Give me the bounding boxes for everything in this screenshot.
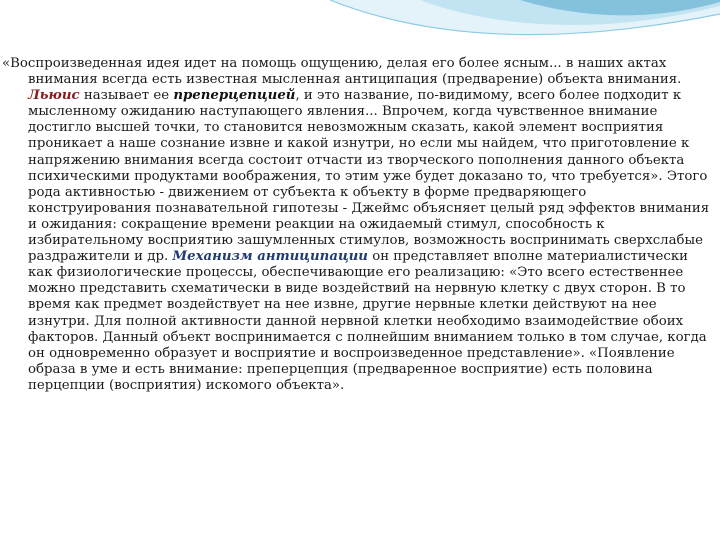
mechanism-term: Механизм антиципации (172, 249, 368, 265)
text-segment: называет ее (79, 88, 174, 104)
text-segment: «Воспроизведенная идея идет на помощь ощущению, делая его более ясным... в наших актах внимания всегда есть известная мысленная антиципация (предварение) объекта внимания. (2, 56, 682, 88)
preperception-term: преперцепцией (173, 88, 296, 104)
text-segment: , и это название, по-видимому, всего более подходит к мысленному ожиданию наступающего явления... Впрочем, когда чувственное внимание достигло высшей точки, то становится невозможным сказать, какой элемент восприятия проникает а наше сознание извне и какой изнутри, но если мы найдем, что приготовление к напряжению внимания всегда состоит отчасти из творческого пополнения данного объекта психическими продуктами воображения, то этим уже будет доказано то, что требуется». Этого рода активностью - движением от субъекта к объекту в форме предваряющего конструирования познавательной гипотезы - Джеймс объясняет целый ряд эффектов внимания и ожидания: сокращение времени реакции на ожидаемый стимул, способность к избирательному восприятию зашумленных стимулов, возможность воспринимать сверхслабые раздражители и др. (28, 88, 710, 265)
author-term: Льюис (28, 88, 80, 104)
decorative-wave-header (0, 0, 720, 60)
slide-body (0, 56, 712, 394)
text-segment: он представляет вполне материалистически как физиологические процессы, обеспечивающие его реализацию: «Это всего естественнее можно представить схематически в виде воздействий на нервную клетку с двух сторон. В то время как предмет воздействует на нее извне, другие нервные клетки действуют на нее изнутри. Для полной активности данной нервной клетки необходимо взаимодействие обоих факторов. Данный объект воспринимается с полнейшим вниманием только в том случае, когда он одновременно образует и восприятие и воспроизведенное представление». «Появление образа в уме и есть внимание: преперцепция (предваренное восприятие) есть половина перцепции (восприятия) искомого объекта». (28, 249, 707, 393)
main-paragraph (0, 56, 712, 394)
